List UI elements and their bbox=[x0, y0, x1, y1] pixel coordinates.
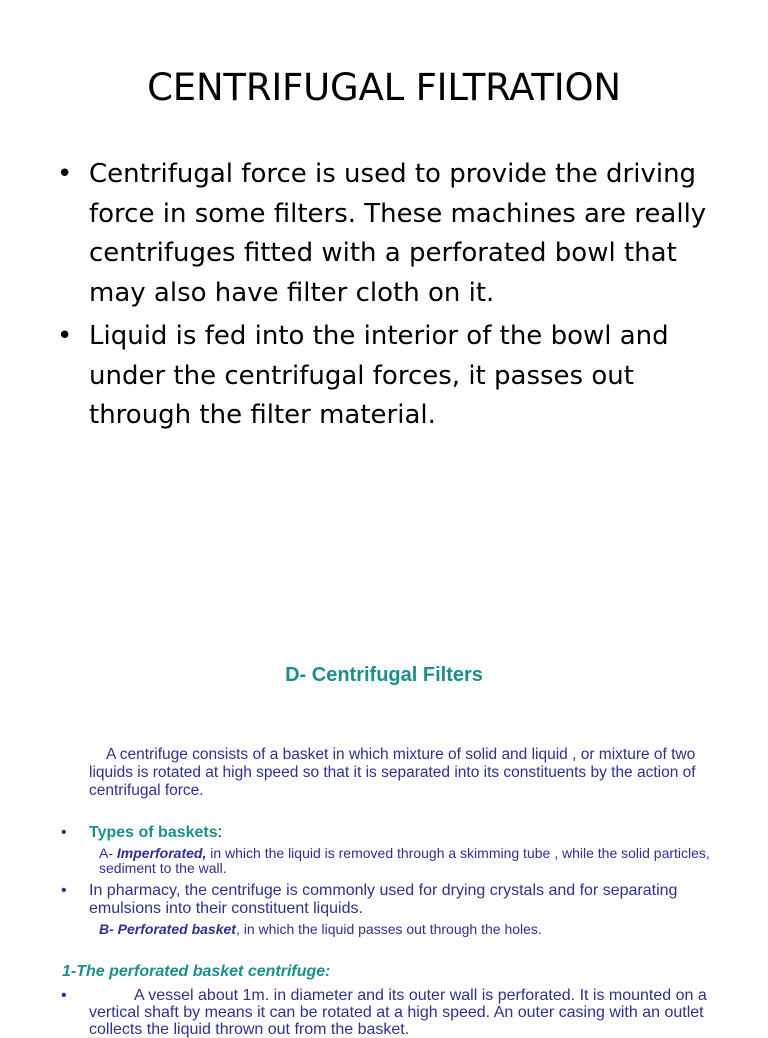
bullet-item bbox=[57, 317, 737, 436]
bullet-dot-icon: • bbox=[61, 882, 67, 899]
bullet-dot-icon: • bbox=[61, 987, 67, 1004]
type-b-item bbox=[99, 922, 711, 937]
bullet-item bbox=[57, 155, 737, 313]
type-b-desc: , in which the liquid passes out through the holes. bbox=[235, 921, 542, 937]
slide-2 bbox=[0, 590, 768, 1038]
vessel-text: A vessel about 1m. in diameter and its outer wall is perforated. It is mounted on a vertical shaft by means it can be rotated at a high speed. An outer casing with an outlet collects the liquid thrown out from the basket. bbox=[89, 987, 707, 1038]
type-a-name: Imperforated, bbox=[116, 845, 207, 861]
vessel-bullet bbox=[61, 987, 721, 1038]
pharmacy-text: In pharmacy, the centrifuge is commonly used for drying crystals and for separating emulsions into their constituent liquids. bbox=[89, 882, 678, 917]
type-a-desc: in which the liquid is removed through a skimming tube , while the solid particles, sediment to the wall. bbox=[99, 845, 710, 876]
intro-text: A centrifuge consists of a basket in which mixture of solid and liquid , or mixture of two liquids is rotated at high speed so that it is separated into its constituents by the action of centrifugal force. bbox=[89, 746, 696, 799]
types-label: Types of baskets bbox=[89, 824, 218, 841]
types-bullet bbox=[61, 824, 721, 842]
types-colon: : bbox=[217, 824, 223, 841]
bullet-dot-icon: • bbox=[61, 824, 67, 841]
bullet-dot-icon: • bbox=[57, 321, 73, 351]
bullet-text: Liquid is fed into the interior of the bowl and under the centrifugal forces, it passes out through the filter material. bbox=[89, 321, 669, 430]
type-a-prefix: A- bbox=[99, 845, 117, 861]
bullet-dot-icon: • bbox=[57, 159, 73, 189]
type-b-name: B- Perforated basket bbox=[99, 921, 236, 937]
type-a-item bbox=[99, 846, 711, 876]
subsection-heading: 1-The perforated basket centrifuge: bbox=[62, 963, 331, 980]
pharmacy-bullet bbox=[61, 882, 721, 918]
section-title: D- Centrifugal Filters bbox=[285, 664, 483, 686]
bullet-text: Centrifugal force is used to provide the driving force in some filters. These machines are really centrifuges fitted with a perforated bowl that may also have filter cloth on it. bbox=[89, 159, 707, 308]
intro-paragraph bbox=[89, 746, 719, 800]
bullet-list bbox=[57, 155, 737, 440]
slide-title: CENTRIFUGAL FILTRATION bbox=[147, 66, 621, 109]
